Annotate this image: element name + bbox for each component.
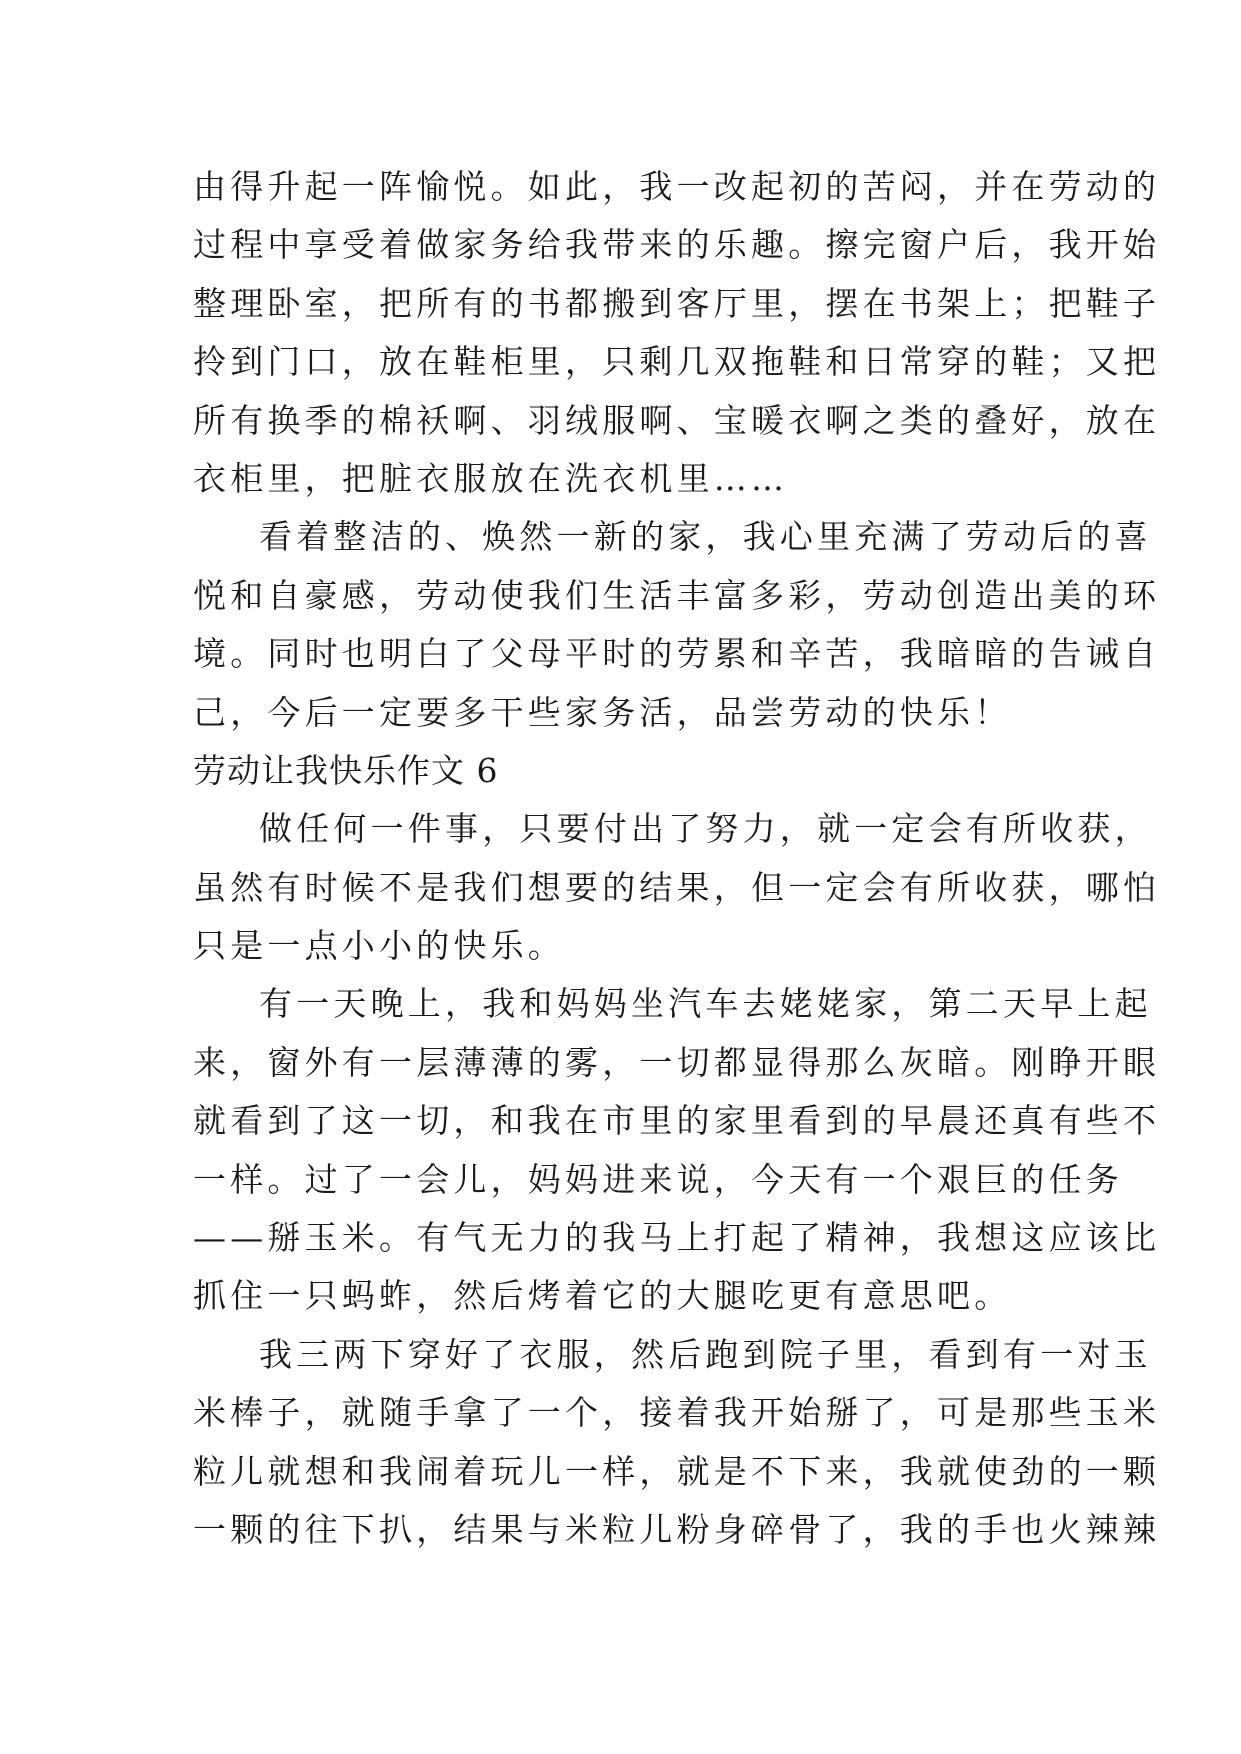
section-heading: 劳动让我快乐作文 6: [193, 750, 499, 790]
text-line: 抓住一只蚂蚱，然后烤着它的大腿吃更有意思吧。: [193, 1276, 1012, 1316]
text-line: 看着整洁的、焕然一新的家，我心里充满了劳动后的喜: [259, 517, 1152, 557]
text-line: 悦和自豪感，劳动使我们生活丰富多彩，劳动创造出美的环: [193, 575, 1161, 615]
text-line: 虽然有时候不是我们想要的结果，但一定会有所收获，哪怕: [193, 867, 1161, 907]
article-body: [193, 158, 1161, 1559]
text-line: 己，今后一定要多干些家务活，品尝劳动的快乐！: [193, 692, 1012, 732]
text-line: 拎到门口，放在鞋柜里，只剩几双拖鞋和日常穿的鞋；又把: [193, 342, 1161, 382]
text-line: 做任何一件事，只要付出了努力，就一定会有所收获，: [259, 809, 1152, 849]
text-line: 只是一点小小的快乐。: [193, 926, 565, 966]
text-line: 一颗的往下扒，结果与米粒儿粉身碎骨了，我的手也火辣辣: [193, 1509, 1161, 1549]
text-line: 所有换季的棉袄啊、羽绒服啊、宝暖衣啊之类的叠好，放在: [193, 400, 1161, 440]
text-line: 过程中享受着做家务给我带来的乐趣。擦完窗户后，我开始: [193, 225, 1161, 265]
text-line: 就看到了这一切，和我在市里的家里看到的早晨还真有些不: [193, 1101, 1161, 1141]
text-line: 衣柜里，把脏衣服放在洗衣机里……: [193, 458, 789, 498]
text-line: 来，窗外有一层薄薄的雾，一切都显得那么灰暗。刚睁开眼: [193, 1042, 1161, 1082]
text-line: 境。同时也明白了父母平时的劳累和辛苦，我暗暗的告诫自: [193, 634, 1161, 674]
text-line: 有一天晚上，我和妈妈坐汽车去姥姥家，第二天早上起: [259, 984, 1152, 1024]
text-line: 我三两下穿好了衣服，然后跑到院子里，看到有一对玉: [259, 1334, 1152, 1374]
text-line: ——掰玉米。有气无力的我马上打起了精神，我想这应该比: [193, 1218, 1161, 1258]
text-line: 粒儿就想和我闹着玩儿一样，就是不下来，我就使劲的一颗: [193, 1451, 1161, 1491]
text-line: 一样。过了一会儿，妈妈进来说，今天有一个艰巨的任务: [193, 1159, 1123, 1199]
text-line: 整理卧室，把所有的书都搬到客厅里，摆在书架上；把鞋子: [193, 283, 1161, 323]
text-line: 米棒子，就随手拿了一个，接着我开始掰了，可是那些玉米: [193, 1393, 1161, 1433]
text-line: 由得升起一阵愉悦。如此，我一改起初的苦闷，并在劳动的: [193, 167, 1161, 206]
